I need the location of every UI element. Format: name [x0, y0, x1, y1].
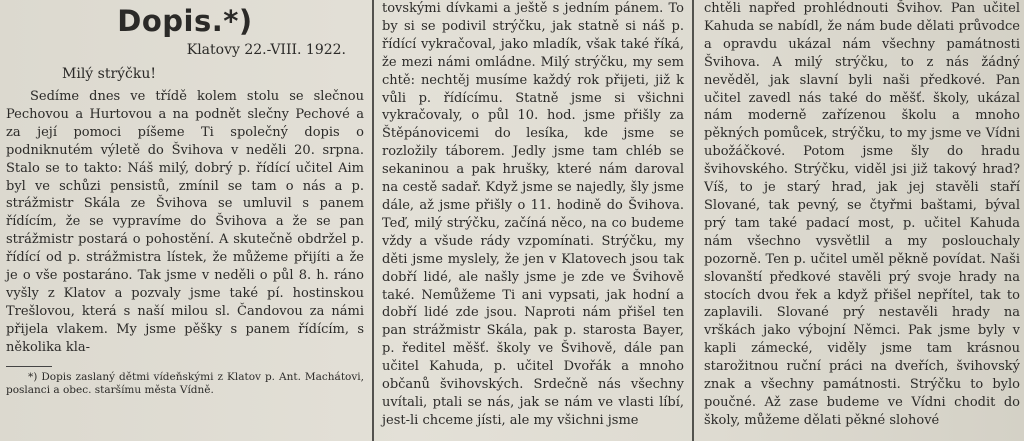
headline: Dopis.*) [117, 4, 253, 38]
greeting: Milý strýčku! [62, 66, 157, 82]
column-2-text: tovskými dívkami a ještě s jedním pánem. To by si se podivil strýčku, jak statně si náš p. řídící vykračoval, jako mladík, však také říká, že mezi námi omládne. Milý strýčku, my sem chtě: nechtěj musíme každý rok přijeti, již k vůli p. řídícímu. Statně jsme si všichni vykračovaly, o půl 10. hod. jsme přišly za Štěpánovicemi do lesíka, kde jsme se rozložily táborem. Jedly jsme tam chléb se sekaninou a pak hrušky, které nám daroval na cestě sadař. Když jsme se najedly, šly jsme dále, až jsme přišly o 11. hodině do Švihova. Teď, milý strýčku, začíná něco, na co budeme vždy a všude rády vzpomínati. Strýčku, my děti jsme myslely, že jen v Klatovech jsou tak dobří lidé, ale našly jsme je zde ve Švihově také. Nemůžeme Ti ani vypsati, jak hodní a dobří lidé zde jsou. Naproti nám přišel ten pan strážmistr Skála, pak p. starosta Bayer, p. ředitel měšť. školy ve Švihově, dále pan učitel Kahuda, p. učitel Dvořák a mnoho občanů švihovských. Srdečně nás všechny uvítali, ptali se nás, jak se nám ve vlasti líbí, jest-li chceme jísti, ale my všichni jsme [382, 1, 684, 428]
column-3 [696, 0, 1024, 441]
footnote-separator [6, 366, 52, 367]
column-1 [0, 0, 372, 441]
dateline: Klatovy 22.-VIII. 1922. [186, 42, 346, 58]
column-rule [372, 0, 374, 441]
footnote: *) Dopis zaslaný dětmi vídeňskými z Klatov p. Ant. Machátovi, poslanci a obec. staršímu města Vídně. [6, 370, 364, 396]
column-3-text: chtěli napřed prohlédnouti Švihov. Pan učitel Kahuda se nabídl, že nám bude dělati průvodce a opravdu ukázal nám všechny památnosti Švihova. A milý strýčku, to z nás žádný nevěděl, jak slavní byli naši předkové. Pan učitel zavedl nás také do měšť. školy, ukázal nám moderně zařízenou školu a mnoho pěkných pomůcek, strýčku, to my jsme ve Vídni ubožáčkové. Potom jsme šly do hradu švihovského. Strýčku, viděl jsi již takový hrad? Víš, to je starý hrad, jak jej stavěli staří Slované, tak pevný, se čtyřmi baštami, býval prý tam také padací most, p. učitel Kahuda nám všechno vysvětlil a my poslouchaly pozorně. Ten p. učitel uměl pěkně povídat. Naši slovanští předkové stavěli prý svoje hrady na stocích dvou řek a když přišel nepřítel, tak to zaplavili. Slované prý nestavěli hrady na vrškách jako výbojní Němci. Pak jsme byly v kapli zámecké, viděly jsme tam krásnou starožitnou ruční práci na dveřích, švihovský znak a všechny památnosti. Strýčku to bylo poučné. Až zase budeme ve Vídni chodit do školy, můžeme dělati pěkné slohové [704, 1, 1020, 428]
column-1-text: Sedíme dnes ve třídě kolem stolu se slečnou Pechovou a Hurtovou a na podnět slečny Pechové a za její pomoci píšeme Ti společný dopis o podniknutém výletě do Švihova v neděli 20. srpna. Stalo se to takto: Náš milý, dobrý p. řídící učitel Aim byl ve schůzi pensistů, zmínil se tam o nás a p. strážmistr Skála ze Švihova se umluvil s panem řídícím, že se vypravíme do Švihova a že se pan strážmistr postará o pohostění. A skutečně obdržel p. řídící od p. strážmistra lístek, že můžeme přijíti a že je o vše postaráno. Tak jsme v neděli o půl 8. h. ráno vyšly z Klatov a pozvaly jsme také pí. hostinskou Trešlovou, která s naší milou sl. Čandovou za námi přijela vlakem. My jsme pěšky s panem řídícím, s několika kla- [6, 89, 364, 355]
column-rule [692, 0, 694, 441]
column-2 [376, 0, 690, 441]
